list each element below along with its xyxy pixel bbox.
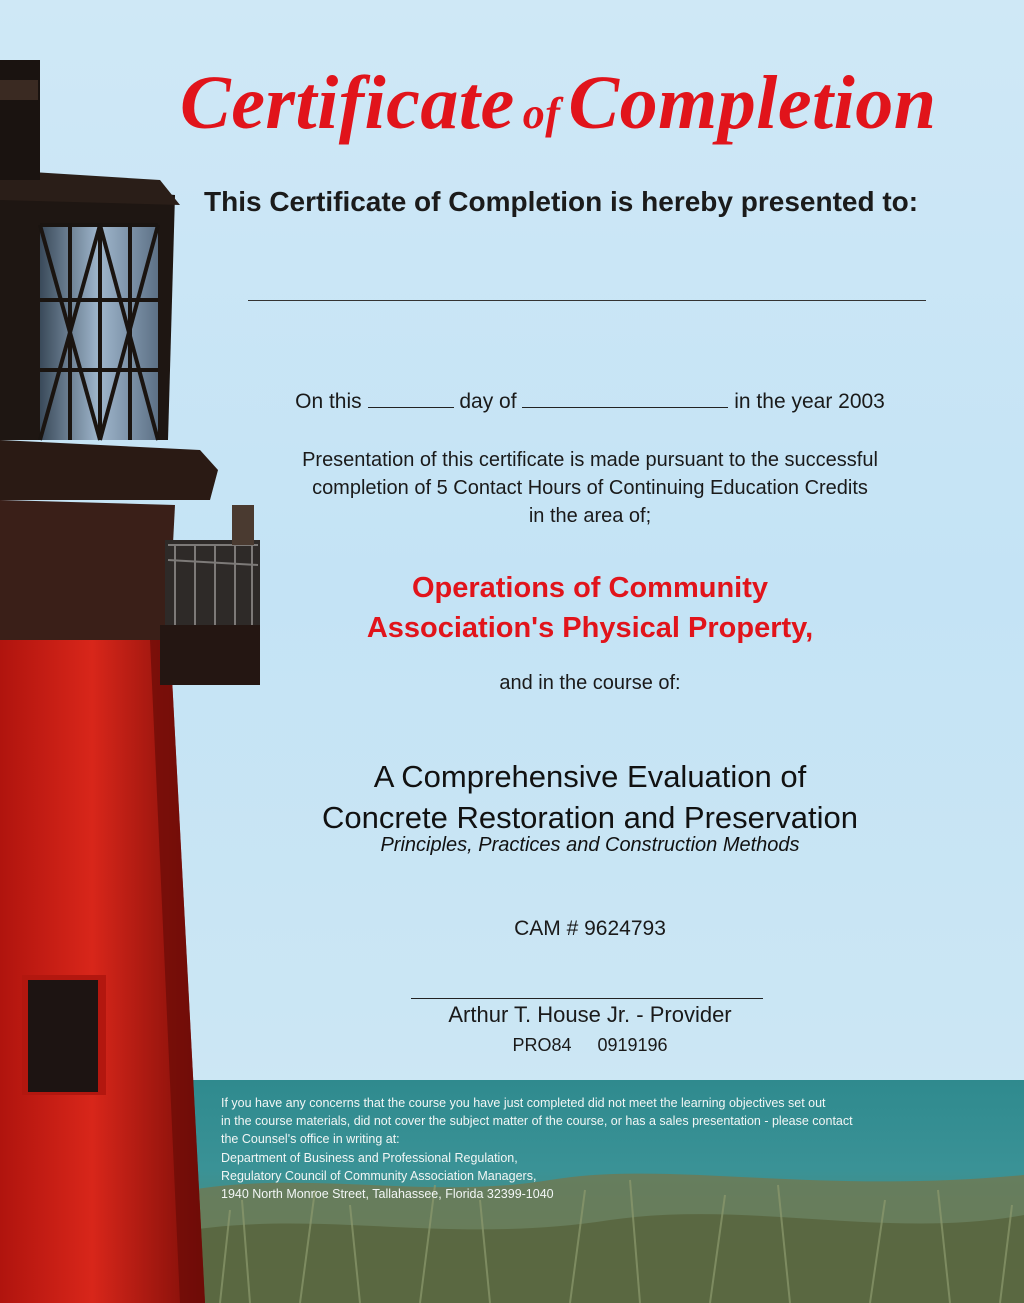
notice-line: Regulatory Council of Community Association Managers, (221, 1168, 537, 1183)
title-word-completion: Completion (568, 61, 937, 145)
pursuant-line: completion of 5 Contact Hours of Continuing Education Credits (312, 477, 868, 499)
area-line: Operations of Community (411, 572, 769, 604)
notice-line: in the course materials, did not cover the subject matter of the course, or has a sales presentation - please contact (221, 1114, 853, 1129)
notice-line: the Counsel's office in writing at: (221, 1132, 400, 1147)
title-word-certificate: Certificate (180, 61, 515, 145)
date-line (240, 389, 940, 414)
course-title-line: A Comprehensive Evaluation of (373, 759, 807, 794)
date-mid: day of (459, 390, 517, 413)
complaint-notice (221, 1094, 1011, 1203)
notice-line: Department of Business and Professional Regulation, (221, 1150, 518, 1165)
provider-codes (240, 1035, 940, 1056)
pursuant-line: in the area of; (528, 505, 652, 527)
cam-number: CAM # 9624793 (514, 917, 666, 940)
area-line: Association's Physical Property, (366, 612, 814, 644)
certificate-title (180, 60, 1000, 147)
recipient-name-line (248, 300, 926, 301)
pursuant-line: Presentation of this certificate is made pursuant to the successful (302, 449, 878, 471)
month-blank (522, 389, 728, 408)
course-title-line: Concrete Restoration and Preservation (322, 800, 858, 835)
pursuant-statement (240, 446, 940, 530)
date-suffix: in the year 2003 (734, 390, 885, 413)
pro-number: 0919196 (597, 1035, 668, 1055)
notice-line: If you have any concerns that the course you have just completed did not meet the learning objectives set out (221, 1096, 826, 1110)
date-prefix: On this (295, 390, 362, 413)
title-word-of: of (522, 89, 561, 138)
pro-code: PRO84 (512, 1035, 572, 1055)
course-title (240, 756, 940, 838)
signature-line (411, 998, 763, 999)
area-of-study (240, 568, 940, 648)
course-subtitle: Principles, Practices and Construction Methods (380, 834, 800, 856)
notice-line: 1940 North Monroe Street, Tallahassee, Florida 32399-1040 (221, 1187, 554, 1202)
course-intro: and in the course of: (499, 672, 681, 694)
day-blank (368, 389, 454, 408)
provider-name: Arthur T. House Jr. - Provider (448, 1002, 732, 1027)
presented-to-heading: This Certificate of Completion is hereby presented to: (204, 186, 919, 217)
